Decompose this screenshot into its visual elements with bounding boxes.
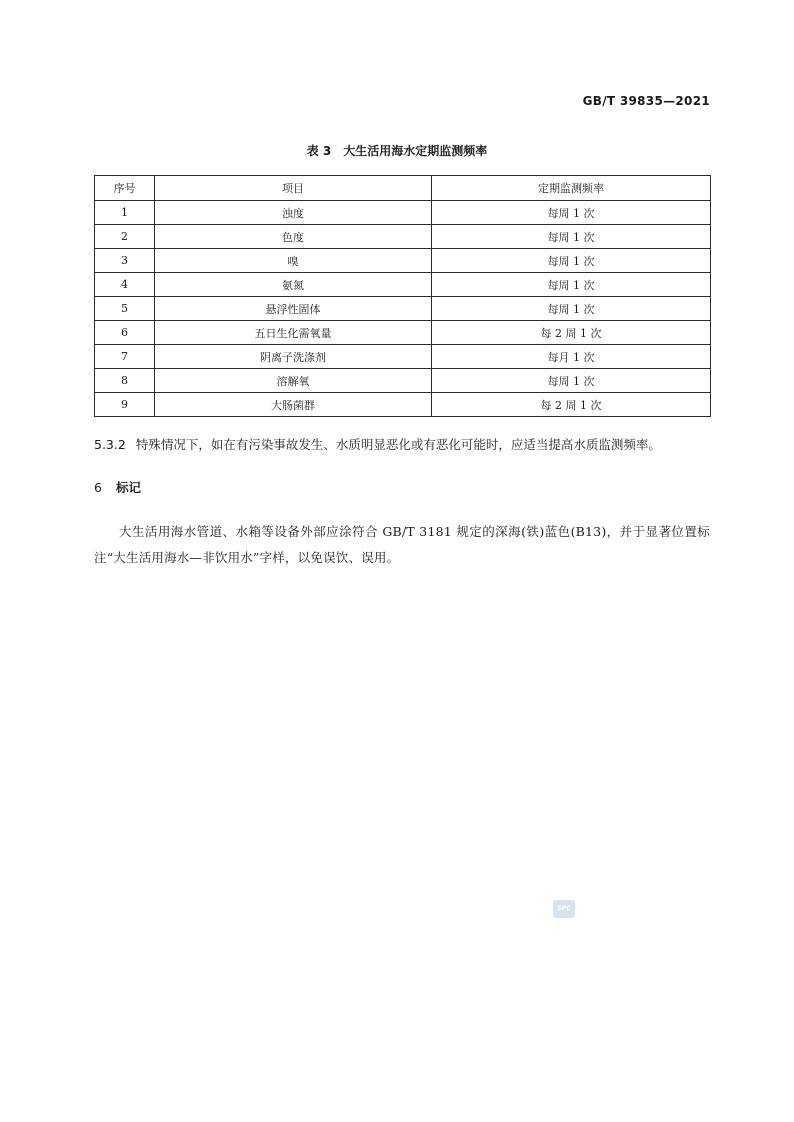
monitoring-frequency-table bbox=[94, 175, 711, 417]
cell-frequency: 每周 1 次 bbox=[432, 297, 711, 321]
cell-item: 浊度 bbox=[155, 201, 432, 225]
column-header-no: 序号 bbox=[95, 176, 155, 201]
table-caption-title: 大生活用海水定期监测频率 bbox=[343, 144, 488, 158]
cell-no: 4 bbox=[95, 273, 155, 297]
cell-no: 2 bbox=[95, 225, 155, 249]
clause-number: 5.3.2 bbox=[94, 437, 126, 452]
cell-item: 色度 bbox=[155, 225, 432, 249]
cell-no: 1 bbox=[95, 201, 155, 225]
cell-frequency: 每周 1 次 bbox=[432, 249, 711, 273]
cell-frequency: 每周 1 次 bbox=[432, 201, 711, 225]
table-row bbox=[95, 321, 711, 345]
table-row bbox=[95, 297, 711, 321]
cell-no: 6 bbox=[95, 321, 155, 345]
standard-code: GB/T 39835—2021 bbox=[582, 94, 710, 108]
table-row bbox=[95, 273, 711, 297]
table-header-row bbox=[95, 176, 711, 201]
section-title: 标记 bbox=[115, 480, 141, 495]
cell-item: 五日生化需氧量 bbox=[155, 321, 432, 345]
clause-text: 特殊情况下，如在有污染事故发生、水质明显恶化或有恶化可能时，应适当提高水质监测频率。 bbox=[135, 437, 661, 452]
cell-item: 悬浮性固体 bbox=[155, 297, 432, 321]
cell-no: 7 bbox=[95, 345, 155, 369]
cell-item: 嗅 bbox=[155, 249, 432, 273]
cell-item: 大肠菌群 bbox=[155, 393, 432, 417]
cell-frequency: 每周 1 次 bbox=[432, 369, 711, 393]
cell-item: 氨氮 bbox=[155, 273, 432, 297]
cell-no: 8 bbox=[95, 369, 155, 393]
cell-item: 溶解氧 bbox=[155, 369, 432, 393]
cell-item: 阴离子洗涤剂 bbox=[155, 345, 432, 369]
table-row bbox=[95, 249, 711, 273]
cell-no: 9 bbox=[95, 393, 155, 417]
cell-frequency: 每周 1 次 bbox=[432, 273, 711, 297]
clause-5-3-2 bbox=[94, 436, 714, 454]
cell-frequency: 每 2 周 1 次 bbox=[432, 393, 711, 417]
table-row bbox=[95, 225, 711, 249]
cell-frequency: 每 2 周 1 次 bbox=[432, 321, 711, 345]
cell-frequency: 每周 1 次 bbox=[432, 225, 711, 249]
table-row bbox=[95, 393, 711, 417]
table-caption bbox=[0, 142, 794, 159]
table-row bbox=[95, 369, 711, 393]
section-number: 6 bbox=[94, 480, 102, 495]
column-header-item: 项目 bbox=[155, 176, 432, 201]
cell-no: 3 bbox=[95, 249, 155, 273]
table-caption-number: 表 3 bbox=[306, 144, 332, 158]
section-heading bbox=[94, 478, 141, 496]
table-row bbox=[95, 201, 711, 225]
section-paragraph: 大生活用海水管道、水箱等设备外部应涂符合 GB/T 3181 规定的深海(铁)蓝色(B13)，并于显著位置标注“大生活用海水—非饮用水”字样，以免误饮、误用。 bbox=[94, 524, 710, 565]
column-header-frequency: 定期监测频率 bbox=[432, 176, 711, 201]
table-row bbox=[95, 345, 711, 369]
cell-frequency: 每月 1 次 bbox=[432, 345, 711, 369]
spc-watermark-logo: SPC bbox=[553, 900, 575, 918]
cell-no: 5 bbox=[95, 297, 155, 321]
